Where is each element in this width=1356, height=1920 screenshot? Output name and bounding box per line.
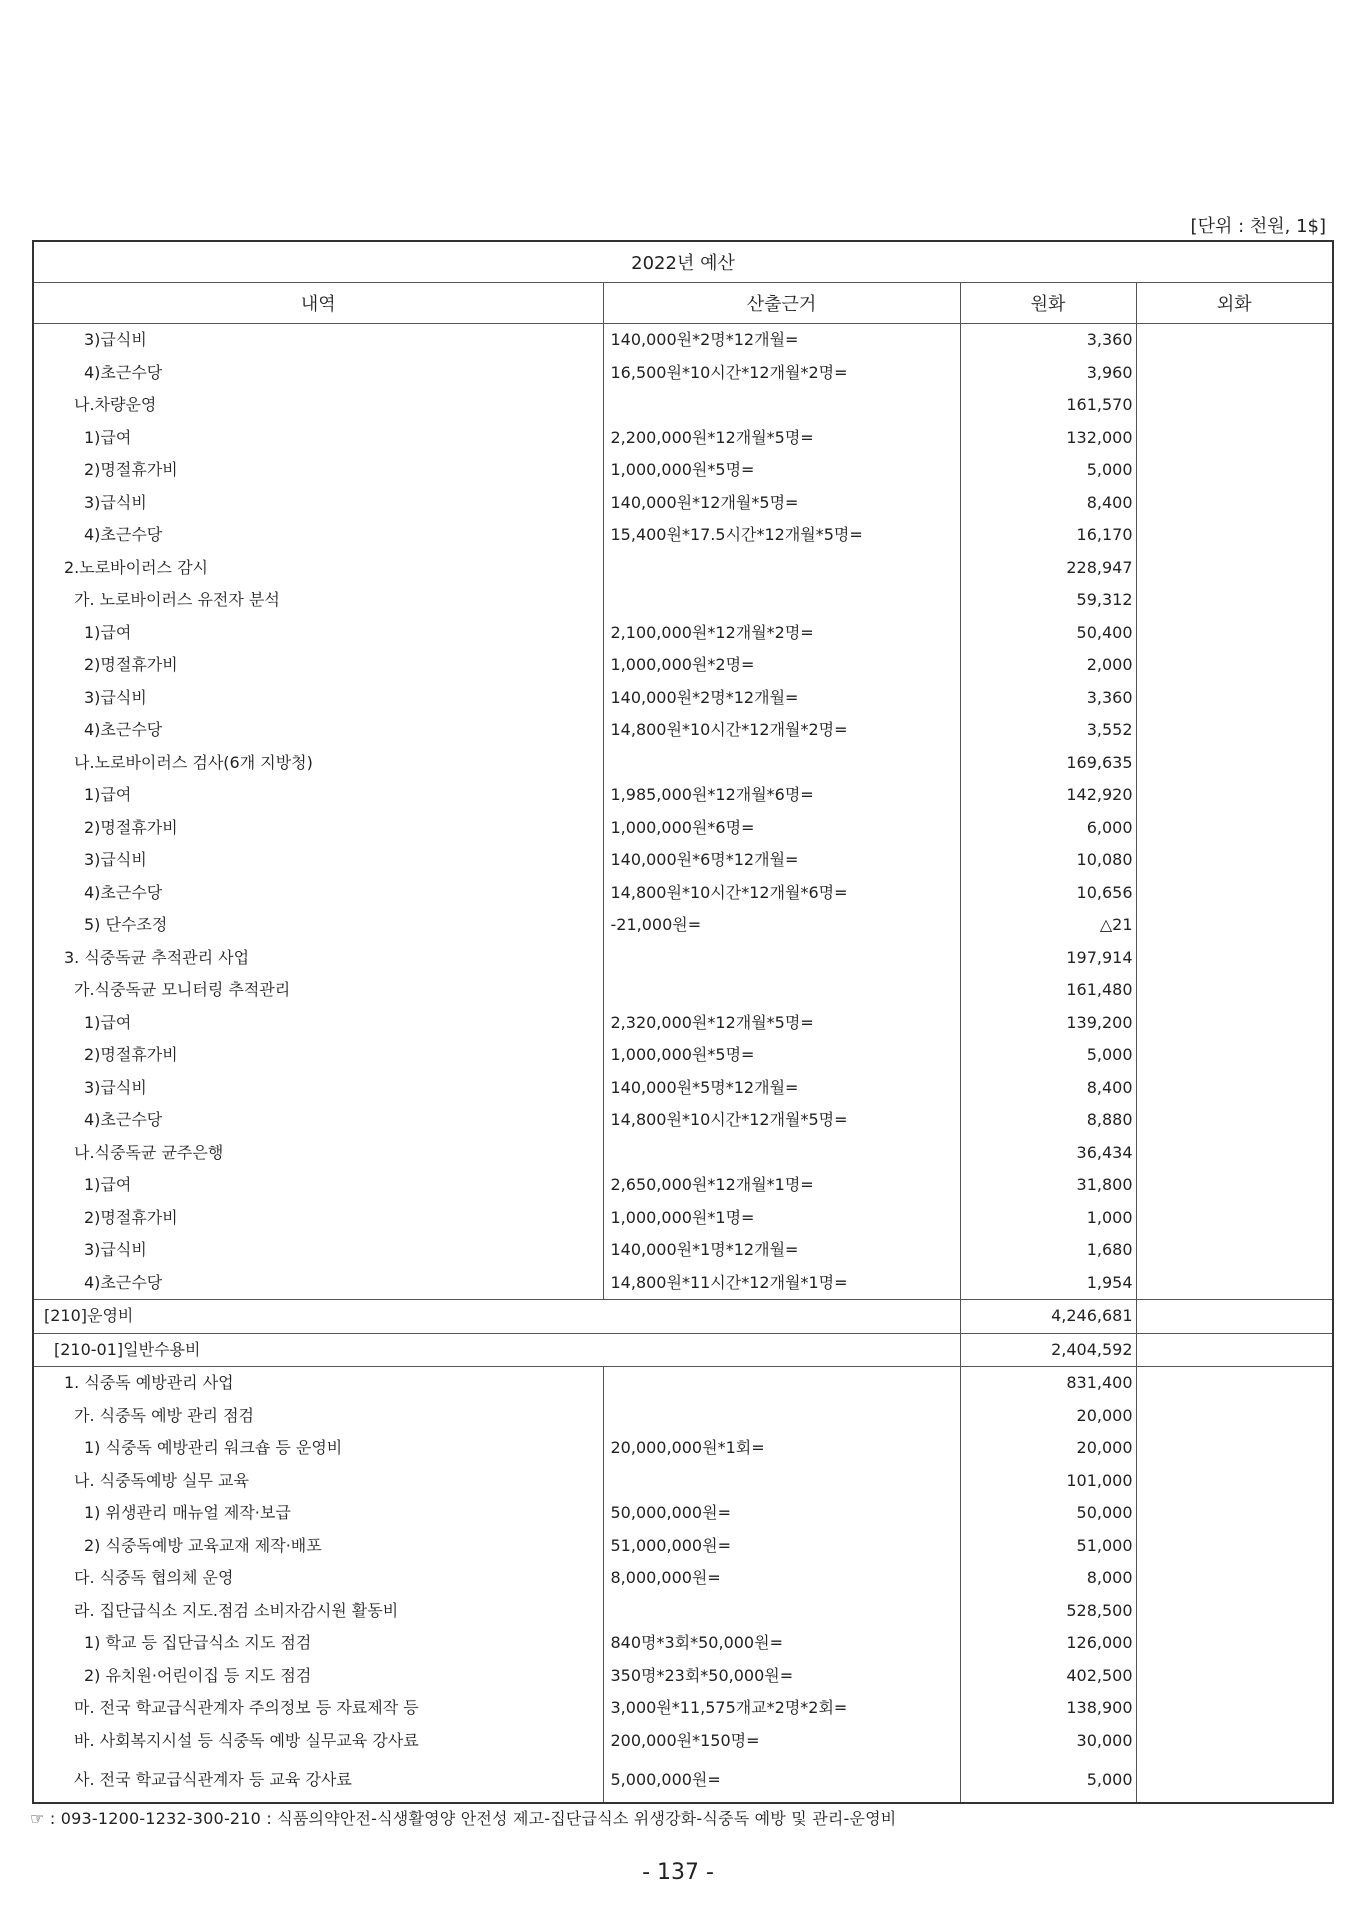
row-foreign-amount — [1136, 454, 1333, 487]
row-krw-amount: 2,000 — [960, 649, 1136, 682]
row-foreign-amount — [1136, 1202, 1333, 1235]
row-krw-amount: 228,947 — [960, 552, 1136, 585]
row-calculation-basis — [603, 1595, 960, 1628]
row-foreign-amount — [1136, 1072, 1333, 1105]
row-foreign-amount — [1136, 324, 1333, 357]
row-krw-amount: 132,000 — [960, 422, 1136, 455]
table-row — [33, 454, 1333, 487]
row-calculation-basis: 2,320,000원*12개월*5명= — [603, 1007, 960, 1040]
table-row — [33, 942, 1333, 975]
table-row — [33, 1497, 1333, 1530]
table-row — [33, 552, 1333, 585]
row-calculation-basis: 1,000,000원*5명= — [603, 1039, 960, 1072]
table-row — [33, 1169, 1333, 1202]
table-row — [33, 1627, 1333, 1660]
row-krw-amount: 139,200 — [960, 1007, 1136, 1040]
unit-note: [단위 : 천원, 1$] — [1190, 216, 1326, 237]
row-description: 2)명절휴가비 — [33, 1039, 603, 1072]
row-description: 나.차량운영 — [33, 389, 603, 422]
row-calculation-basis — [603, 552, 960, 585]
row-calculation-basis — [603, 747, 960, 780]
table-row — [33, 1039, 1333, 1072]
row-foreign-amount — [1136, 649, 1333, 682]
row-foreign-amount — [1136, 877, 1333, 910]
row-krw-amount: 59,312 — [960, 584, 1136, 617]
table-row — [33, 1234, 1333, 1267]
row-foreign-amount — [1136, 747, 1333, 780]
row-description: 사. 전국 학교급식관계자 등 교육 강사료 — [33, 1757, 603, 1803]
row-foreign-amount — [1136, 422, 1333, 455]
row-calculation-basis: 350명*23회*50,000원= — [603, 1660, 960, 1693]
row-calculation-basis: 1,985,000원*12개월*6명= — [603, 779, 960, 812]
row-description: 4)초근수당 — [33, 1104, 603, 1137]
row-description: 4)초근수당 — [33, 877, 603, 910]
table-row — [33, 1400, 1333, 1433]
row-foreign-amount — [1136, 1234, 1333, 1267]
row-description: 나. 식중독예방 실무 교육 — [33, 1465, 603, 1498]
row-calculation-basis: 140,000원*6명*12개월= — [603, 844, 960, 877]
row-krw-amount: 5,000 — [960, 454, 1136, 487]
table-row — [33, 779, 1333, 812]
row-description: 2)명절휴가비 — [33, 1202, 603, 1235]
row-description: 4)초근수당 — [33, 357, 603, 390]
row-calculation-basis: 140,000원*12개월*5명= — [603, 487, 960, 520]
row-description: 가. 노로바이러스 유전자 분석 — [33, 584, 603, 617]
page-number: - 137 - — [642, 1860, 714, 1885]
row-calculation-basis: 2,650,000원*12개월*1명= — [603, 1169, 960, 1202]
row-foreign-amount — [1136, 682, 1333, 715]
row-krw-amount: 197,914 — [960, 942, 1136, 975]
table-row — [33, 1595, 1333, 1628]
row-foreign-amount — [1136, 617, 1333, 650]
row-foreign-amount — [1136, 1039, 1333, 1072]
row-description: 3)급식비 — [33, 844, 603, 877]
row-calculation-basis — [603, 1465, 960, 1498]
row-krw-amount: 6,000 — [960, 812, 1136, 845]
row-foreign-amount — [1136, 519, 1333, 552]
row-calculation-basis: 2,100,000원*12개월*2명= — [603, 617, 960, 650]
row-calculation-basis: 140,000원*5명*12개월= — [603, 1072, 960, 1105]
row-foreign-amount — [1136, 1432, 1333, 1465]
row-calculation-basis — [603, 1367, 960, 1400]
budget-table — [32, 240, 1334, 1804]
table-row — [33, 1202, 1333, 1235]
row-foreign-amount — [1136, 1757, 1333, 1803]
row-krw-amount: 161,480 — [960, 974, 1136, 1007]
table-row — [33, 1725, 1333, 1758]
row-calculation-basis: 140,000원*1명*12개월= — [603, 1234, 960, 1267]
row-foreign-amount — [1136, 552, 1333, 585]
row-calculation-basis: 16,500원*10시간*12개월*2명= — [603, 357, 960, 390]
row-foreign-amount — [1136, 1725, 1333, 1758]
row-krw-amount: 528,500 — [960, 1595, 1136, 1628]
row-description: 1) 학교 등 집단급식소 지도 점검 — [33, 1627, 603, 1660]
row-krw-amount: 10,656 — [960, 877, 1136, 910]
row-krw-amount: 8,400 — [960, 487, 1136, 520]
row-calculation-basis: 1,000,000원*2명= — [603, 649, 960, 682]
table-row — [33, 1137, 1333, 1170]
row-foreign-amount — [1136, 1137, 1333, 1170]
row-krw-amount: △21 — [960, 909, 1136, 942]
header-description: 내역 — [33, 283, 603, 324]
row-description: 1)급여 — [33, 422, 603, 455]
row-krw-amount: 8,000 — [960, 1562, 1136, 1595]
row-calculation-basis: 1,000,000원*6명= — [603, 812, 960, 845]
table-row — [33, 649, 1333, 682]
row-calculation-basis: 1,000,000원*5명= — [603, 454, 960, 487]
row-description: 라. 집단급식소 지도.점검 소비자감시원 활동비 — [33, 1595, 603, 1628]
row-krw-amount: 51,000 — [960, 1530, 1136, 1563]
table-row — [33, 584, 1333, 617]
row-foreign-amount — [1136, 812, 1333, 845]
row-krw-amount: 5,000 — [960, 1039, 1136, 1072]
table-row — [33, 909, 1333, 942]
row-description: 3)급식비 — [33, 324, 603, 357]
table-row — [33, 1660, 1333, 1693]
row-calculation-basis: 3,000원*11,575개교*2명*2회= — [603, 1692, 960, 1725]
table-row — [33, 1007, 1333, 1040]
row-foreign-amount — [1136, 1267, 1333, 1300]
row-description: 3)급식비 — [33, 1072, 603, 1105]
table-row — [33, 1692, 1333, 1725]
table-row — [33, 1562, 1333, 1595]
table-row — [33, 1757, 1333, 1803]
row-krw-amount: 138,900 — [960, 1692, 1136, 1725]
table-row — [33, 1333, 1333, 1367]
row-calculation-basis: 2,200,000원*12개월*5명= — [603, 422, 960, 455]
row-krw-amount: 169,635 — [960, 747, 1136, 780]
row-calculation-basis: 200,000원*150명= — [603, 1725, 960, 1758]
table-row — [33, 812, 1333, 845]
table-row — [33, 714, 1333, 747]
row-foreign-amount — [1136, 844, 1333, 877]
row-krw-amount: 4,246,681 — [960, 1300, 1136, 1334]
row-krw-amount: 831,400 — [960, 1367, 1136, 1400]
row-krw-amount: 142,920 — [960, 779, 1136, 812]
row-foreign-amount — [1136, 1007, 1333, 1040]
table-row — [33, 1432, 1333, 1465]
row-krw-amount: 50,000 — [960, 1497, 1136, 1530]
table-row — [33, 1104, 1333, 1137]
row-foreign-amount — [1136, 1465, 1333, 1498]
row-krw-amount: 8,880 — [960, 1104, 1136, 1137]
row-description: 2) 식중독예방 교육교재 제작·배포 — [33, 1530, 603, 1563]
row-description: 나.노로바이러스 검사(6개 지방청) — [33, 747, 603, 780]
table-row — [33, 1530, 1333, 1563]
row-description: 1) 식중독 예방관리 워크숍 등 운영비 — [33, 1432, 603, 1465]
row-description: 1)급여 — [33, 779, 603, 812]
row-description: 2)명절휴가비 — [33, 649, 603, 682]
table-row — [33, 1267, 1333, 1300]
table-row — [33, 682, 1333, 715]
row-foreign-amount — [1136, 1300, 1333, 1334]
row-description: 나.식중독균 균주은행 — [33, 1137, 603, 1170]
table-row — [33, 389, 1333, 422]
row-calculation-basis — [603, 584, 960, 617]
row-description: 1) 위생관리 매뉴얼 제작·보급 — [33, 1497, 603, 1530]
row-foreign-amount — [1136, 1627, 1333, 1660]
row-krw-amount: 161,570 — [960, 389, 1136, 422]
row-foreign-amount — [1136, 779, 1333, 812]
row-krw-amount: 402,500 — [960, 1660, 1136, 1693]
row-calculation-basis — [603, 389, 960, 422]
header-calculation-basis: 산출근거 — [603, 283, 960, 324]
header-foreign-currency: 외화 — [1136, 283, 1333, 324]
row-krw-amount: 3,552 — [960, 714, 1136, 747]
row-krw-amount: 3,360 — [960, 324, 1136, 357]
row-krw-amount: 31,800 — [960, 1169, 1136, 1202]
table-row — [33, 422, 1333, 455]
row-foreign-amount — [1136, 1595, 1333, 1628]
table-row — [33, 357, 1333, 390]
row-krw-amount: 5,000 — [960, 1757, 1136, 1803]
row-description: 2)명절휴가비 — [33, 454, 603, 487]
row-foreign-amount — [1136, 942, 1333, 975]
row-foreign-amount — [1136, 909, 1333, 942]
row-calculation-basis — [603, 1400, 960, 1433]
row-krw-amount: 20,000 — [960, 1400, 1136, 1433]
table-row — [33, 519, 1333, 552]
row-description: 4)초근수당 — [33, 1267, 603, 1300]
row-foreign-amount — [1136, 584, 1333, 617]
row-krw-amount: 1,000 — [960, 1202, 1136, 1235]
table-row — [33, 1072, 1333, 1105]
row-foreign-amount — [1136, 974, 1333, 1007]
row-calculation-basis: 20,000,000원*1회= — [603, 1432, 960, 1465]
table-row — [33, 1300, 1333, 1334]
row-calculation-basis: 51,000,000원= — [603, 1530, 960, 1563]
row-calculation-basis: 50,000,000원= — [603, 1497, 960, 1530]
row-krw-amount: 3,360 — [960, 682, 1136, 715]
row-calculation-basis: 840명*3회*50,000원= — [603, 1627, 960, 1660]
row-description: 가. 식중독 예방 관리 점검 — [33, 1400, 603, 1433]
row-description: 2.노로바이러스 감시 — [33, 552, 603, 585]
row-foreign-amount — [1136, 1660, 1333, 1693]
row-description: 4)초근수당 — [33, 714, 603, 747]
row-krw-amount: 50,400 — [960, 617, 1136, 650]
table-row — [33, 1465, 1333, 1498]
row-foreign-amount — [1136, 714, 1333, 747]
row-calculation-basis — [603, 1137, 960, 1170]
table-row — [33, 1367, 1333, 1400]
row-foreign-amount — [1136, 1333, 1333, 1367]
row-calculation-basis: 8,000,000원= — [603, 1562, 960, 1595]
row-krw-amount: 16,170 — [960, 519, 1136, 552]
row-foreign-amount — [1136, 1104, 1333, 1137]
row-description: 4)초근수당 — [33, 519, 603, 552]
row-description: 3)급식비 — [33, 487, 603, 520]
row-krw-amount: 10,080 — [960, 844, 1136, 877]
row-foreign-amount — [1136, 1497, 1333, 1530]
row-calculation-basis: 140,000원*2명*12개월= — [603, 682, 960, 715]
row-description: 2) 유치원·어린이집 등 지도 점검 — [33, 1660, 603, 1693]
row-foreign-amount — [1136, 1367, 1333, 1400]
row-foreign-amount — [1136, 487, 1333, 520]
table-row — [33, 974, 1333, 1007]
row-calculation-basis: 140,000원*2명*12개월= — [603, 324, 960, 357]
table-row — [33, 844, 1333, 877]
row-description: [210-01]일반수용비 — [33, 1333, 960, 1367]
table-row — [33, 487, 1333, 520]
row-description: 바. 사회복지시설 등 식중독 예방 실무교육 강사료 — [33, 1725, 603, 1758]
row-description: 1)급여 — [33, 1169, 603, 1202]
row-krw-amount: 2,404,592 — [960, 1333, 1136, 1367]
row-foreign-amount — [1136, 1400, 1333, 1433]
row-krw-amount: 20,000 — [960, 1432, 1136, 1465]
row-description: 가.식중독균 모니터링 추적관리 — [33, 974, 603, 1007]
table-body — [33, 324, 1333, 1804]
row-description: 2)명절휴가비 — [33, 812, 603, 845]
row-description: 1)급여 — [33, 1007, 603, 1040]
table-row — [33, 324, 1333, 357]
row-foreign-amount — [1136, 1169, 1333, 1202]
row-krw-amount: 1,954 — [960, 1267, 1136, 1300]
row-description: 3. 식중독균 추적관리 사업 — [33, 942, 603, 975]
table-title: 2022년 예산 — [33, 241, 1333, 283]
row-description: 3)급식비 — [33, 682, 603, 715]
row-foreign-amount — [1136, 1530, 1333, 1563]
row-krw-amount: 36,434 — [960, 1137, 1136, 1170]
row-description: 마. 전국 학교급식관계자 주의정보 등 자료제작 등 — [33, 1692, 603, 1725]
table-row — [33, 617, 1333, 650]
row-krw-amount: 1,680 — [960, 1234, 1136, 1267]
row-description: 1. 식중독 예방관리 사업 — [33, 1367, 603, 1400]
row-calculation-basis — [603, 942, 960, 975]
account-code-footnote: ☞ : 093-1200-1232-300-210 : 식품의약안전-식생활영양 안전성 제고-집단급식소 위생강화-식중독 예방 및 관리-운영비 — [30, 1809, 897, 1828]
row-description: [210]운영비 — [33, 1300, 960, 1334]
row-calculation-basis: 1,000,000원*1명= — [603, 1202, 960, 1235]
row-calculation-basis: 14,800원*10시간*12개월*6명= — [603, 877, 960, 910]
row-krw-amount: 3,960 — [960, 357, 1136, 390]
table-row — [33, 877, 1333, 910]
row-description: 다. 식중독 협의체 운영 — [33, 1562, 603, 1595]
row-calculation-basis: 5,000,000원= — [603, 1757, 960, 1803]
row-description: 1)급여 — [33, 617, 603, 650]
row-calculation-basis — [603, 974, 960, 1007]
row-calculation-basis: 14,800원*10시간*12개월*2명= — [603, 714, 960, 747]
row-description: 3)급식비 — [33, 1234, 603, 1267]
row-foreign-amount — [1136, 357, 1333, 390]
row-description: 5) 단수조정 — [33, 909, 603, 942]
row-krw-amount: 126,000 — [960, 1627, 1136, 1660]
row-calculation-basis: 15,400원*17.5시간*12개월*5명= — [603, 519, 960, 552]
row-krw-amount: 101,000 — [960, 1465, 1136, 1498]
row-calculation-basis: -21,000원= — [603, 909, 960, 942]
row-calculation-basis: 14,800원*10시간*12개월*5명= — [603, 1104, 960, 1137]
row-krw-amount: 8,400 — [960, 1072, 1136, 1105]
row-foreign-amount — [1136, 1562, 1333, 1595]
row-calculation-basis: 14,800원*11시간*12개월*1명= — [603, 1267, 960, 1300]
table-row — [33, 747, 1333, 780]
row-foreign-amount — [1136, 389, 1333, 422]
row-foreign-amount — [1136, 1692, 1333, 1725]
header-krw: 원화 — [960, 283, 1136, 324]
row-krw-amount: 30,000 — [960, 1725, 1136, 1758]
